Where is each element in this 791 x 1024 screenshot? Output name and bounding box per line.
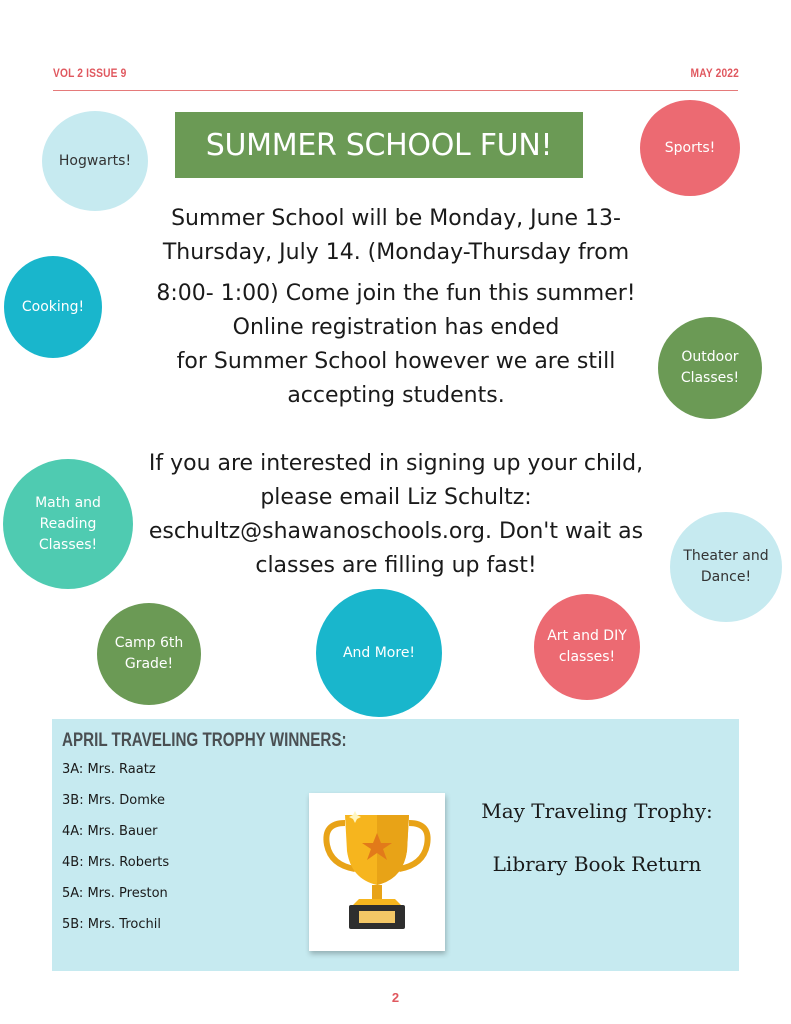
title-banner (175, 112, 583, 178)
bubble-cooking (4, 256, 102, 358)
bubble-more (316, 589, 442, 717)
bubble-label: Hogwarts! (58, 152, 132, 169)
winner-item: 3A: Mrs. Raatz (62, 762, 156, 777)
bubble-theater (670, 512, 782, 622)
bubble-art-diy (534, 594, 640, 700)
trophy-panel (52, 719, 739, 971)
may-trophy-label: May Traveling Trophy: (481, 799, 713, 823)
trophy-heading: APRIL TRAVELING TROPHY WINNERS: (62, 730, 347, 751)
bubble-label: Camp 6th Grade! (114, 635, 184, 672)
body-paragraph-3 (140, 447, 652, 583)
body-line: please email Liz Schultz: (260, 485, 532, 510)
body-line: accepting students. (287, 383, 505, 408)
winner-item: 5B: Mrs. Trochil (62, 917, 161, 932)
bubble-hogwarts (42, 111, 148, 211)
body-line: Online registration has ended (232, 315, 560, 340)
page-title: SUMMER SCHOOL FUN! (205, 127, 553, 163)
body-line: eschultz@shawanoschools.org. Don't wait as (148, 519, 644, 544)
bubble-label: Cooking! (21, 298, 85, 315)
bubble-outdoor (658, 317, 762, 419)
body-line: If you are interested in signing up your child, (148, 451, 644, 476)
trophy-image (309, 793, 445, 951)
body-line: for Summer School however we are still (176, 349, 616, 374)
bubble-math-reading (3, 459, 133, 589)
winner-item: 5A: Mrs. Preston (62, 886, 168, 901)
bubble-sports (640, 100, 740, 196)
bubble-label: Sports! (664, 139, 716, 156)
page-number: 2 (391, 990, 400, 1005)
body-line: Summer School will be Monday, June 13- (171, 206, 621, 231)
trophy-icon (309, 793, 445, 951)
body-paragraph-2 (140, 277, 652, 413)
body-line: Thursday, July 14. (Monday-Thursday from (162, 240, 630, 265)
bubble-label: Outdoor Classes! (680, 349, 740, 386)
body-line: 8:00- 1:00) Come join the fun this summer! (156, 281, 636, 306)
body-line: classes are filling up fast! (255, 553, 537, 578)
winner-item: 4B: Mrs. Roberts (62, 855, 170, 870)
issue-date: MAY 2022 (690, 66, 739, 80)
may-trophy-value: Library Book Return (492, 852, 702, 876)
issue-label: VOL 2 ISSUE 9 (53, 66, 127, 80)
bubble-label: Theater and Dance! (683, 548, 769, 585)
body-paragraph-1 (140, 202, 652, 270)
bubble-label: Art and DIY classes! (547, 628, 627, 665)
bubble-label: And More! (342, 644, 416, 661)
winner-item: 3B: Mrs. Domke (62, 793, 165, 808)
bubble-camp (97, 603, 201, 705)
header-rule (53, 90, 738, 91)
winner-item: 4A: Mrs. Bauer (62, 824, 158, 839)
bubble-label: Math and Reading Classes! (35, 494, 101, 553)
